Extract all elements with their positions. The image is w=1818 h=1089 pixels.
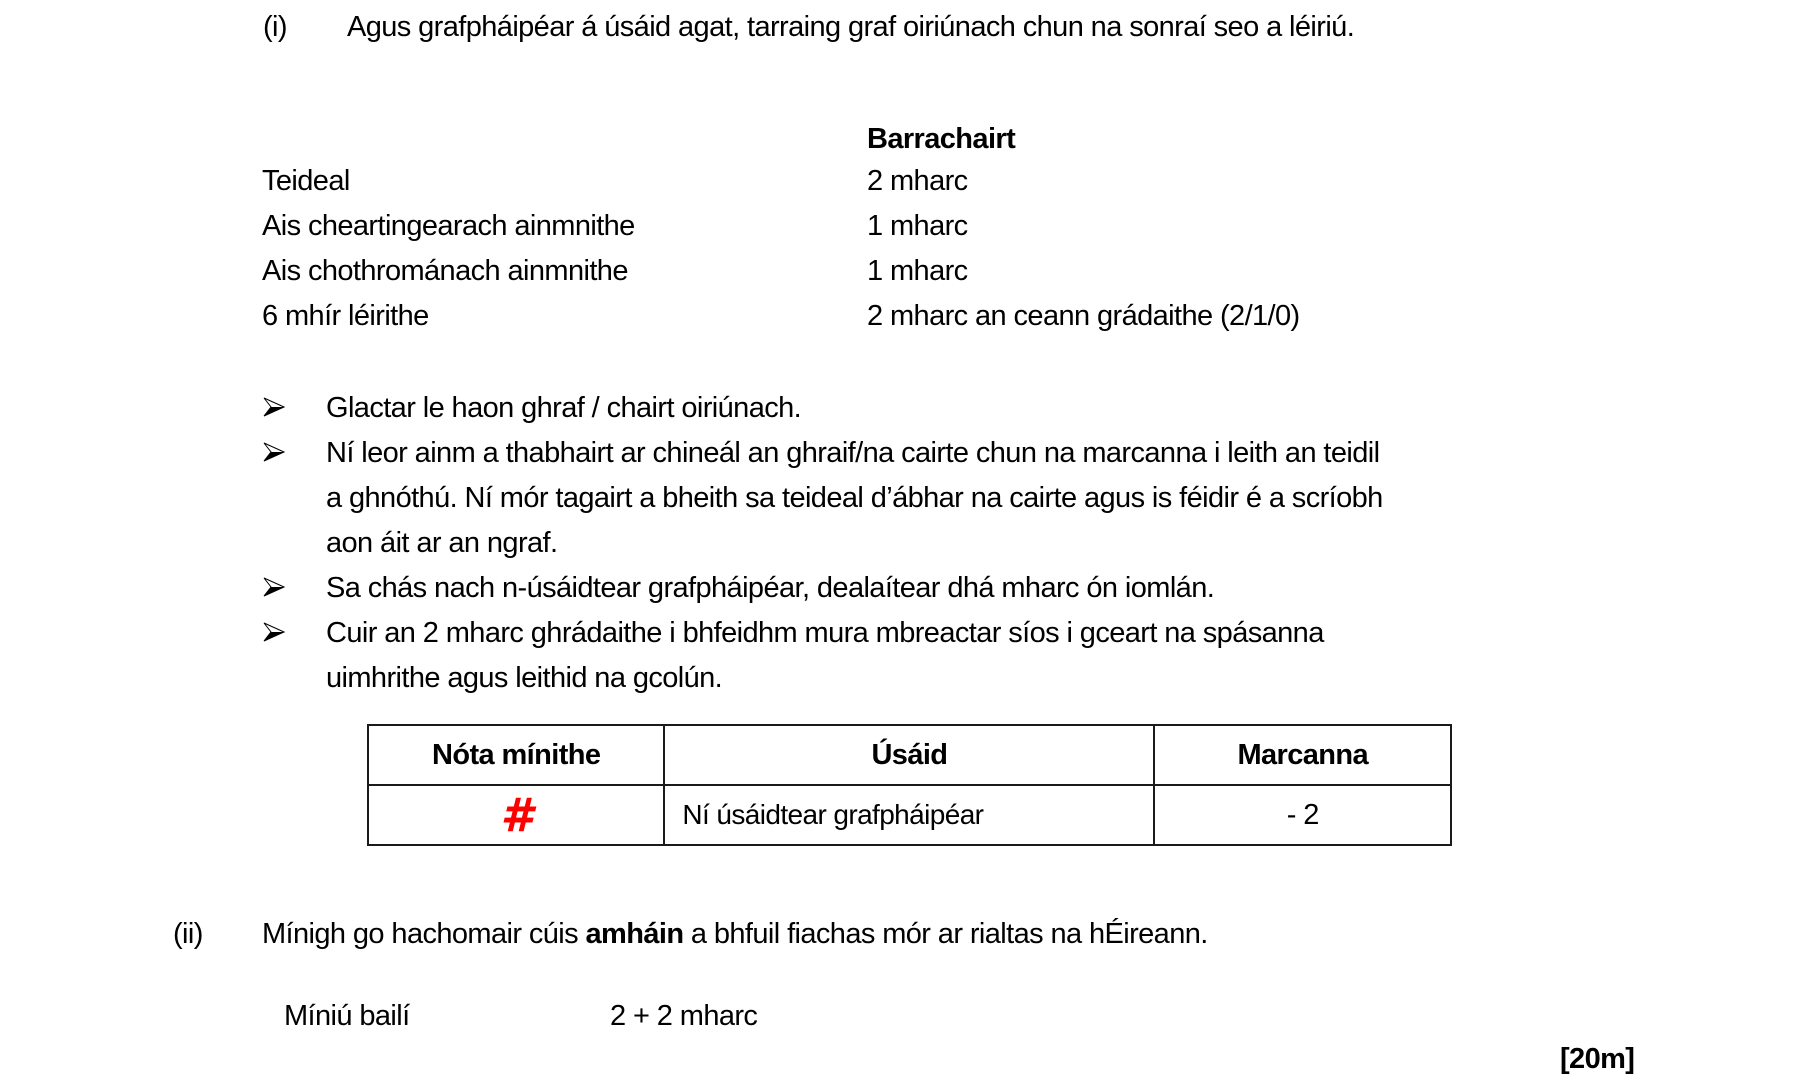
marking-criterion: 6 mhír léirithe: [262, 300, 429, 332]
marking-criterion: Ais chothrománach ainmnithe: [262, 255, 628, 287]
marking-criterion: Teideal: [262, 165, 350, 197]
bullet-text: a ghnóthú. Ní mór tagairt a bheith sa teideal d’ábhar na cairte agus is féidir é a scríobh: [326, 482, 1383, 514]
marking-marks: 1 mharc: [867, 255, 968, 287]
header-usage: Úsáid: [664, 725, 1154, 785]
arrowhead-bullet-icon: [263, 397, 285, 417]
total-marks: [20m]: [1560, 1043, 1635, 1075]
bullet-text: uimhrithe agus leithid na gcolún.: [326, 662, 723, 694]
usage-cell: Ní úsáidtear grafpháipéar: [664, 785, 1154, 845]
part-ii-label: (ii): [173, 918, 203, 950]
arrowhead-bullet-icon: [263, 577, 285, 597]
marking-column-header: Barrachairt: [867, 123, 1016, 155]
part-i-question: Agus grafpháipéar á úsáid agat, tarraing graf oiriúnach chun na sonraí seo a léiriú.: [347, 11, 1355, 43]
question-text: a bhfuil fiachas mór ar rialtas na hÉireann.: [683, 918, 1208, 950]
marking-marks: 1 mharc: [867, 210, 968, 242]
part-i-label: (i): [263, 11, 287, 43]
bullet-text: Glactar le haon ghraf / chairt oiriúnach.: [326, 392, 802, 424]
hash-symbol-icon: #: [500, 787, 532, 842]
question-emphasis: amháin: [585, 918, 684, 950]
arrowhead-bullet-icon: [263, 622, 285, 642]
marking-marks: 2 mharc an ceann grádaithe (2/1/0): [867, 300, 1300, 332]
bullet-text: Cuir an 2 mharc ghrádaithe i bhfeidhm mura mbreactar síos i gceart na spásanna: [326, 617, 1324, 649]
note-symbol-cell: [368, 785, 664, 845]
arrowhead-bullet-icon: [263, 442, 285, 462]
header-marks: Marcanna: [1154, 725, 1451, 785]
notes-table: [367, 724, 1452, 846]
part-ii-question: [262, 917, 1208, 951]
question-text: Mínigh go hachomair cúis: [262, 918, 586, 950]
part-ii-marks: 2 + 2 mharc: [610, 1000, 758, 1032]
bullet-text: aon áit ar an ngraf.: [326, 527, 558, 559]
marking-marks: 2 mharc: [867, 165, 968, 197]
header-note: Nóta mínithe: [368, 725, 664, 785]
bullet-text: Sa chás nach n-úsáidtear grafpháipéar, dealaítear dhá mharc ón iomlán.: [326, 572, 1215, 604]
marking-criterion: Ais cheartingearach ainmnithe: [262, 210, 635, 242]
table-header-row: [368, 725, 1451, 785]
table-row: [368, 785, 1451, 845]
part-ii-criterion: Míniú bailí: [284, 1000, 410, 1032]
bullet-text: Ní leor ainm a thabhairt ar chineál an ghraif/na cairte chun na marcanna i leith an teidil: [326, 437, 1380, 469]
marks-cell: - 2: [1154, 785, 1451, 845]
